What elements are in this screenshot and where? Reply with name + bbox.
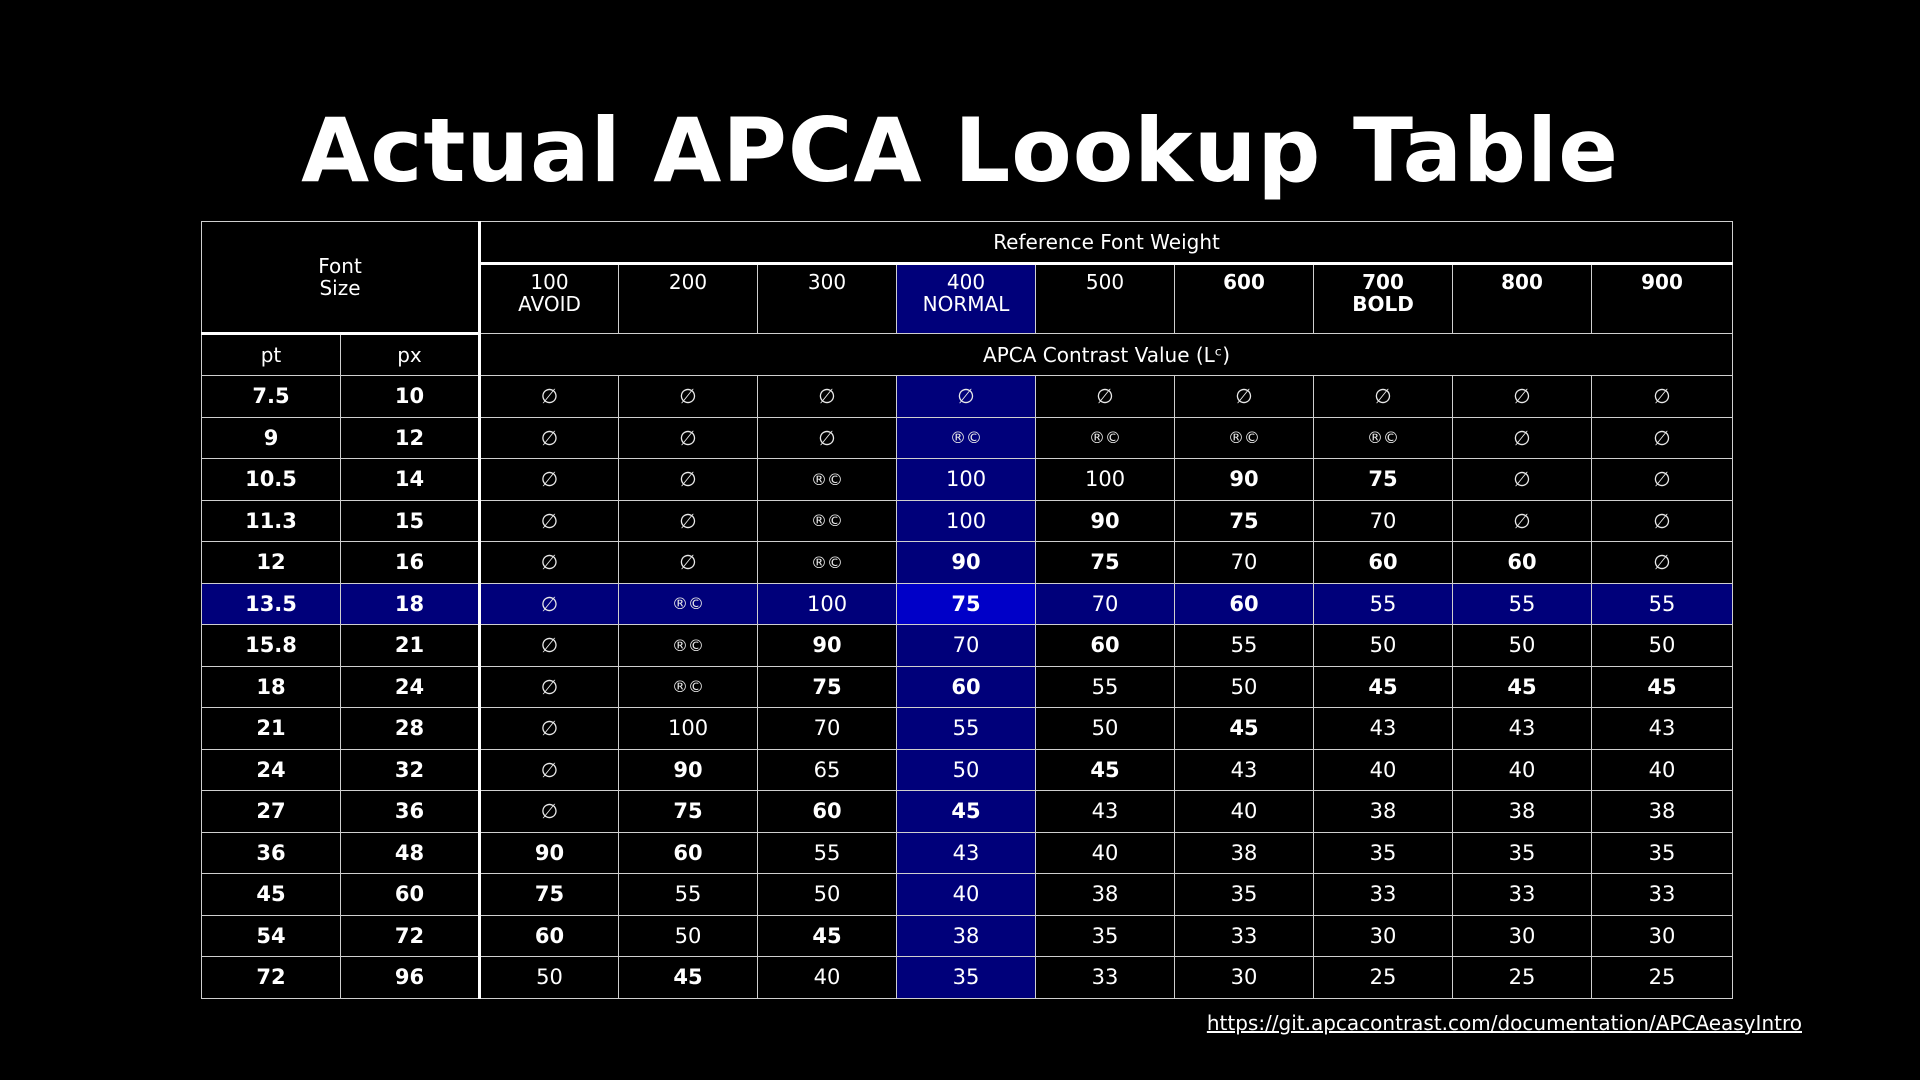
contrast-cell: ∅ [1453, 500, 1592, 542]
px-cell: 18 [341, 583, 480, 625]
contrast-cell: ∅ [1453, 376, 1592, 418]
px-cell: 24 [341, 666, 480, 708]
table-row [202, 957, 1733, 999]
pt-cell: 9 [202, 417, 341, 459]
contrast-cell: 60 [619, 832, 758, 874]
weight-value: 700 [1362, 270, 1404, 294]
pt-cell: 72 [202, 957, 341, 999]
table-row [202, 459, 1733, 501]
contrast-cell: 50 [1453, 625, 1592, 667]
contrast-cell: ∅ [1592, 417, 1733, 459]
contrast-cell: 75 [758, 666, 897, 708]
contrast-cell: 38 [1592, 791, 1733, 833]
contrast-cell: 35 [1592, 832, 1733, 874]
contrast-cell: 50 [758, 874, 897, 916]
contrast-cell: 43 [1036, 791, 1175, 833]
pt-cell: 24 [202, 749, 341, 791]
px-cell: 32 [341, 749, 480, 791]
table-row [202, 625, 1733, 667]
contrast-cell: 55 [619, 874, 758, 916]
px-cell: 16 [341, 542, 480, 584]
contrast-cell: 33 [1314, 874, 1453, 916]
contrast-cell: ∅ [1592, 459, 1733, 501]
weight-label: NORMAL [922, 292, 1010, 316]
weight-value: 100 [530, 270, 569, 294]
px-cell: 36 [341, 791, 480, 833]
contrast-cell: 35 [897, 957, 1036, 999]
contrast-cell: 38 [1314, 791, 1453, 833]
pt-cell: 21 [202, 708, 341, 750]
contrast-cell: ∅ [619, 542, 758, 584]
contrast-cell: ∅ [480, 542, 619, 584]
contrast-cell: ∅ [480, 459, 619, 501]
contrast-cell: 45 [897, 791, 1036, 833]
contrast-cell: ∅ [480, 791, 619, 833]
contrast-cell: 60 [1175, 583, 1314, 625]
px-cell: 21 [341, 625, 480, 667]
contrast-cell: ®© [619, 666, 758, 708]
contrast-cell: 55 [1453, 583, 1592, 625]
font-size-header-line1: Font [318, 254, 362, 278]
contrast-cell: 43 [1175, 749, 1314, 791]
contrast-cell: ∅ [1592, 500, 1733, 542]
contrast-cell: ∅ [758, 376, 897, 418]
contrast-cell: ∅ [897, 376, 1036, 418]
px-cell: 12 [341, 417, 480, 459]
px-cell: 14 [341, 459, 480, 501]
table-row [202, 874, 1733, 916]
contrast-cell: 30 [1175, 957, 1314, 999]
weight-value: 800 [1501, 270, 1543, 294]
contrast-cell: 30 [1453, 915, 1592, 957]
contrast-cell: 75 [480, 874, 619, 916]
contrast-cell: 75 [1175, 500, 1314, 542]
contrast-cell: 30 [1314, 915, 1453, 957]
contrast-cell: 40 [1453, 749, 1592, 791]
contrast-cell: 33 [1453, 874, 1592, 916]
contrast-cell: ∅ [480, 625, 619, 667]
weight-value: 200 [668, 270, 708, 294]
contrast-cell: 55 [1175, 625, 1314, 667]
contrast-cell: 40 [1036, 832, 1175, 874]
table-row [202, 417, 1733, 459]
table-row [202, 791, 1733, 833]
contrast-cell: 75 [1314, 459, 1453, 501]
contrast-cell: 65 [758, 749, 897, 791]
contrast-cell: ∅ [480, 376, 619, 418]
weight-label: AVOID [518, 292, 581, 316]
contrast-cell: ∅ [480, 500, 619, 542]
contrast-cell: ∅ [480, 749, 619, 791]
contrast-cell: 50 [1592, 625, 1733, 667]
contrast-cell: ∅ [1453, 459, 1592, 501]
contrast-cell: ®© [758, 542, 897, 584]
weight-value: 400 [946, 270, 986, 294]
contrast-cell: 60 [897, 666, 1036, 708]
table-row [202, 708, 1733, 750]
contrast-cell: 60 [1314, 542, 1453, 584]
contrast-cell: 75 [897, 583, 1036, 625]
contrast-cell: 35 [1314, 832, 1453, 874]
contrast-cell: 33 [1175, 915, 1314, 957]
contrast-cell: 50 [1036, 708, 1175, 750]
pt-cell: 11.3 [202, 500, 341, 542]
contrast-cell: 70 [758, 708, 897, 750]
contrast-cell: 40 [1314, 749, 1453, 791]
pt-cell: 15.8 [202, 625, 341, 667]
contrast-cell: 43 [1453, 708, 1592, 750]
font-size-header [202, 222, 480, 334]
contrast-cell: 35 [1175, 874, 1314, 916]
contrast-cell: 25 [1592, 957, 1733, 999]
weight-header-400 [897, 264, 1036, 334]
table-body [202, 376, 1733, 999]
contrast-cell: 70 [897, 625, 1036, 667]
contrast-cell: 25 [1314, 957, 1453, 999]
contrast-cell: ®© [758, 459, 897, 501]
contrast-cell: ∅ [758, 417, 897, 459]
table-row [202, 749, 1733, 791]
contrast-cell: 55 [1314, 583, 1453, 625]
apca-lookup-table [201, 221, 1733, 999]
contrast-cell: 90 [1175, 459, 1314, 501]
pt-cell: 27 [202, 791, 341, 833]
reference-font-weight-header: Reference Font Weight [480, 222, 1733, 264]
weight-header-600 [1175, 264, 1314, 334]
contrast-cell: 45 [1175, 708, 1314, 750]
pt-cell: 45 [202, 874, 341, 916]
pt-cell: 12 [202, 542, 341, 584]
contrast-cell: ∅ [480, 666, 619, 708]
table-row [202, 666, 1733, 708]
contrast-cell: 25 [1453, 957, 1592, 999]
weight-value: 300 [807, 270, 847, 294]
contrast-cell: 100 [1036, 459, 1175, 501]
contrast-cell: ∅ [480, 583, 619, 625]
contrast-cell: ®© [1036, 417, 1175, 459]
font-size-header-line2: Size [319, 276, 361, 300]
contrast-cell: ∅ [619, 417, 758, 459]
contrast-cell: ∅ [1592, 542, 1733, 584]
contrast-cell: ∅ [619, 459, 758, 501]
contrast-cell: 45 [1592, 666, 1733, 708]
contrast-cell: 90 [619, 749, 758, 791]
contrast-cell: 60 [1453, 542, 1592, 584]
pt-header: pt [202, 334, 341, 376]
contrast-cell: 55 [758, 832, 897, 874]
contrast-cell: 55 [1036, 666, 1175, 708]
contrast-cell: 75 [1036, 542, 1175, 584]
px-cell: 48 [341, 832, 480, 874]
px-cell: 72 [341, 915, 480, 957]
source-link[interactable]: https://git.apcacontrast.com/documentation/APCAeasyIntro [1206, 1011, 1802, 1035]
contrast-cell: 50 [897, 749, 1036, 791]
contrast-cell: ∅ [619, 376, 758, 418]
contrast-cell: ∅ [480, 417, 619, 459]
contrast-cell: 100 [897, 459, 1036, 501]
contrast-cell: ®© [758, 500, 897, 542]
contrast-cell: 50 [619, 915, 758, 957]
weight-header-500 [1036, 264, 1175, 334]
contrast-cell: 45 [619, 957, 758, 999]
weight-header-900 [1592, 264, 1733, 334]
contrast-cell: 90 [897, 542, 1036, 584]
contrast-cell: 40 [897, 874, 1036, 916]
contrast-cell: 55 [1592, 583, 1733, 625]
contrast-cell: 38 [1453, 791, 1592, 833]
px-cell: 28 [341, 708, 480, 750]
contrast-cell: 38 [897, 915, 1036, 957]
contrast-cell: 90 [480, 832, 619, 874]
px-cell: 15 [341, 500, 480, 542]
contrast-cell: ∅ [1175, 376, 1314, 418]
contrast-cell: 33 [1036, 957, 1175, 999]
contrast-cell: 45 [758, 915, 897, 957]
weight-header-700 [1314, 264, 1453, 334]
pt-cell: 18 [202, 666, 341, 708]
pt-cell: 10.5 [202, 459, 341, 501]
contrast-cell: 100 [619, 708, 758, 750]
contrast-cell: 100 [758, 583, 897, 625]
contrast-cell: ®© [619, 583, 758, 625]
px-cell: 10 [341, 376, 480, 418]
contrast-cell: ∅ [1036, 376, 1175, 418]
contrast-value-header: APCA Contrast Value (Lᶜ) [480, 334, 1733, 376]
table-row [202, 832, 1733, 874]
contrast-cell: 38 [1036, 874, 1175, 916]
contrast-cell: 70 [1036, 583, 1175, 625]
weight-value: 600 [1223, 270, 1265, 294]
weight-value: 900 [1641, 270, 1683, 294]
contrast-cell: 60 [480, 915, 619, 957]
contrast-cell: 45 [1453, 666, 1592, 708]
pt-cell: 36 [202, 832, 341, 874]
contrast-cell: 30 [1592, 915, 1733, 957]
contrast-cell: 75 [619, 791, 758, 833]
pt-cell: 7.5 [202, 376, 341, 418]
contrast-cell: 35 [1036, 915, 1175, 957]
contrast-cell: 40 [758, 957, 897, 999]
pt-cell: 13.5 [202, 583, 341, 625]
contrast-cell: 60 [758, 791, 897, 833]
page-title: Actual APCA Lookup Table [301, 99, 1619, 202]
contrast-cell: 43 [897, 832, 1036, 874]
px-cell: 96 [341, 957, 480, 999]
table-row [202, 500, 1733, 542]
table-row [202, 376, 1733, 418]
contrast-cell: ∅ [1453, 417, 1592, 459]
weight-header-300 [758, 264, 897, 334]
table-row [202, 915, 1733, 957]
table-row [202, 583, 1733, 625]
contrast-cell: 38 [1175, 832, 1314, 874]
px-header: px [341, 334, 480, 376]
weight-header-200 [619, 264, 758, 334]
contrast-cell: 70 [1314, 500, 1453, 542]
contrast-cell: 43 [1592, 708, 1733, 750]
contrast-cell: 70 [1175, 542, 1314, 584]
contrast-cell: ∅ [619, 500, 758, 542]
contrast-cell: 100 [897, 500, 1036, 542]
contrast-cell: ∅ [1592, 376, 1733, 418]
contrast-cell: 45 [1036, 749, 1175, 791]
contrast-cell: 35 [1453, 832, 1592, 874]
contrast-cell: 40 [1592, 749, 1733, 791]
contrast-cell: 50 [1314, 625, 1453, 667]
weight-header-100 [480, 264, 619, 334]
contrast-cell: 43 [1314, 708, 1453, 750]
contrast-cell: ∅ [1314, 376, 1453, 418]
contrast-cell: 90 [758, 625, 897, 667]
contrast-cell: 33 [1592, 874, 1733, 916]
contrast-cell: ®© [1175, 417, 1314, 459]
contrast-cell: 50 [480, 957, 619, 999]
contrast-cell: ∅ [480, 708, 619, 750]
contrast-cell: 60 [1036, 625, 1175, 667]
contrast-cell: ®© [897, 417, 1036, 459]
px-cell: 60 [341, 874, 480, 916]
contrast-cell: ®© [619, 625, 758, 667]
contrast-cell: 45 [1314, 666, 1453, 708]
pt-cell: 54 [202, 915, 341, 957]
contrast-cell: 40 [1175, 791, 1314, 833]
contrast-cell: ®© [1314, 417, 1453, 459]
weight-label: BOLD [1352, 292, 1414, 316]
table-row [202, 542, 1733, 584]
weight-header-800 [1453, 264, 1592, 334]
contrast-cell: 55 [897, 708, 1036, 750]
contrast-cell: 50 [1175, 666, 1314, 708]
contrast-cell: 90 [1036, 500, 1175, 542]
weight-value: 500 [1085, 270, 1125, 294]
